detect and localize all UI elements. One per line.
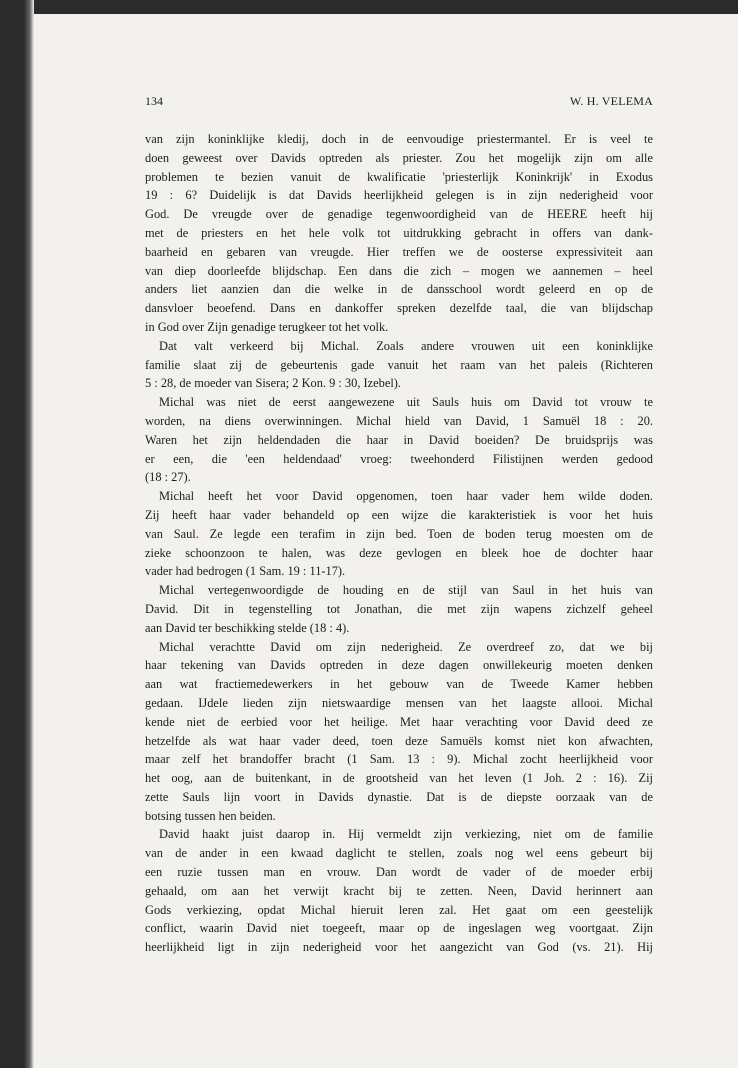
text-line: zette Sauls lijn voort in Davids dynastie. Dat is de diepste oorzaak van de: [145, 789, 653, 804]
text-line: zieke schoonzoon te halen, was deze gevlogen en bleek hoe de dochter haar: [145, 545, 653, 560]
text-line: Gods verkiezing, opdat Michal hieruit leren zal. Het gaat om een geestelijk: [145, 902, 653, 917]
page-header: [145, 94, 653, 110]
text-line: Michal verachtte David om zijn nederigheid. Ze overdreef zo, dat we bij: [159, 639, 653, 654]
text-line: er een, die 'een heldendaad' vroeg: tweehonderd Filistijnen werden gedood: [145, 451, 653, 466]
paragraph: [145, 130, 653, 337]
text-line: familie slaat zij de gebeurtenis gade vanuit het raam van het paleis (Richteren: [145, 357, 653, 372]
text-line: 5 : 28, de moeder van Sisera; 2 Kon. 9 : 30, Izebel).: [145, 376, 402, 391]
text-line: (18 : 27).: [145, 470, 191, 485]
text-line: gehaald, om aan het verwijt kracht bij te zetten. Neen, David herinnert aan: [145, 883, 653, 898]
text-line: hetzelfde als wat haar vader deed, toen deze Samuëls komst niet kon afwachten,: [145, 733, 653, 748]
text-line: van zijn koninklijke kledij, doch in de eenvoudige priestermantel. Er is veel te: [145, 132, 653, 146]
text-line: in God over Zijn genadige terugkeer tot het volk.: [145, 319, 389, 334]
paragraph: [145, 825, 653, 957]
text-line: God. De vreugde over de genadige tegenwoordigheid van de HEERE heeft hij: [145, 207, 653, 222]
text-line: botsing tussen hen beiden.: [145, 808, 276, 823]
text-line: haar tekening van Davids optreden in deze dagen onwillekeurig moeten denken: [145, 658, 653, 673]
page-number: 134: [145, 94, 163, 108]
text-line: David haakt juist daarop in. Hij vermeldt zijn verkiezing, niet om de familie: [159, 827, 653, 842]
text-line: aan wat fractiemedewerkers in het gebouw van de Tweede Kamer hebben: [145, 677, 653, 692]
text-line: problemen te bezien vanuit de kwalificatie 'priesterlijk Koninkrijk' in Exodus: [145, 169, 653, 184]
text-line: dansvloer beoefend. Dans en dankoffer spreken dezelfde taal, die van blijdschap: [145, 301, 653, 316]
text-line: vader had bedrogen (1 Sam. 19 : 11-17).: [145, 564, 346, 579]
text-line: Waren het zijn heldendaden die haar in David boeiden? De bruidsprijs was: [145, 432, 653, 447]
text-line: met de priesters en het hele volk tot uitdrukking gebracht in offers van dank-: [145, 225, 653, 240]
paragraph: [145, 337, 653, 393]
text-line: het oog, aan de buitenkant, in de grootsheid van het leven (1 Joh. 2 : 16). Zij: [145, 771, 653, 786]
text-line: conflict, waarin David niet toegeeft, maar op de ingeslagen weg voortgaat. Zijn: [145, 921, 653, 936]
text-line: van diep doorleefde blijdschap. Een dans die zich – mogen we aannemen – heel: [145, 263, 653, 278]
text-line: aan David ter beschikking stelde (18 : 4).: [145, 620, 350, 635]
text-line: Michal vertegenwoordigde de houding en de stijl van Saul in het huis van: [159, 583, 653, 598]
text-line: Michal heeft het voor David opgenomen, toen haar vader hem wilde doden.: [159, 489, 653, 504]
paragraph: [145, 487, 653, 581]
scan-border-left: [0, 0, 34, 1068]
text-line: kende niet de eerbied voor het heilige. Met haar verachting voor David deed ze: [145, 714, 653, 729]
scan-border-top: [0, 0, 738, 14]
text-line: van de ander in een kwaad daglicht te stellen, zoals nog wel eens gebeurt bij: [145, 846, 653, 861]
text-line: gedaan. IJdele lieden zijn nietswaardige mensen van het laagste allooi. Michal: [145, 695, 653, 710]
paragraph: [145, 393, 653, 487]
paragraph: [145, 638, 653, 826]
text-line: Dat valt verkeerd bij Michal. Zoals andere vrouwen uit een koninklijke: [159, 338, 653, 353]
text-line: Michal was niet de eerst aangewezene uit Sauls huis om David tot vrouw te: [159, 395, 653, 410]
text-line: heerlijkheid ligt in zijn nederigheid voor het aangezicht van God (vs. 21). Hij: [145, 940, 653, 955]
body-text: [145, 130, 653, 957]
running-head: W. H. VELEMA: [569, 94, 653, 108]
text-line: baarheid en gebaren van vreugde. Hier treffen we de oosterse expressiviteit aan: [145, 244, 653, 259]
text-line: 19 : 6? Duidelijk is dat Davids heerlijkheid gelegen is in zijn nederigheid voor: [145, 188, 653, 203]
text-line: Zij heeft haar vader behandeld op een wijze die karakteristiek is voor het huis: [145, 507, 653, 522]
text-line: worden, na diens overwinningen. Michal hield van David, 1 Samuël 18 : 20.: [145, 413, 653, 428]
text-line: maar zelf het brandoffer bracht (1 Sam. 13 : 9). Michal zocht heerlijkheid voor: [145, 752, 653, 767]
text-line: David. Dit in tegenstelling tot Jonathan, die met zijn wapens zichzelf geheel: [145, 601, 653, 616]
paragraph: [145, 581, 653, 637]
text-line: doen geweest over Davids optreden als priester. Zou het mogelijk zijn om alle: [145, 150, 653, 165]
text-line: een ruzie tussen man en vrouw. Dan wordt de vader of de moeder erbij: [145, 865, 653, 880]
text-line: anders liet aanzien dan die welke in de dansschool wordt geleerd en op de: [145, 282, 653, 297]
text-line: van Saul. Ze legde een terafim in zijn bed. Toen de boden terug moesten om de: [145, 526, 653, 541]
